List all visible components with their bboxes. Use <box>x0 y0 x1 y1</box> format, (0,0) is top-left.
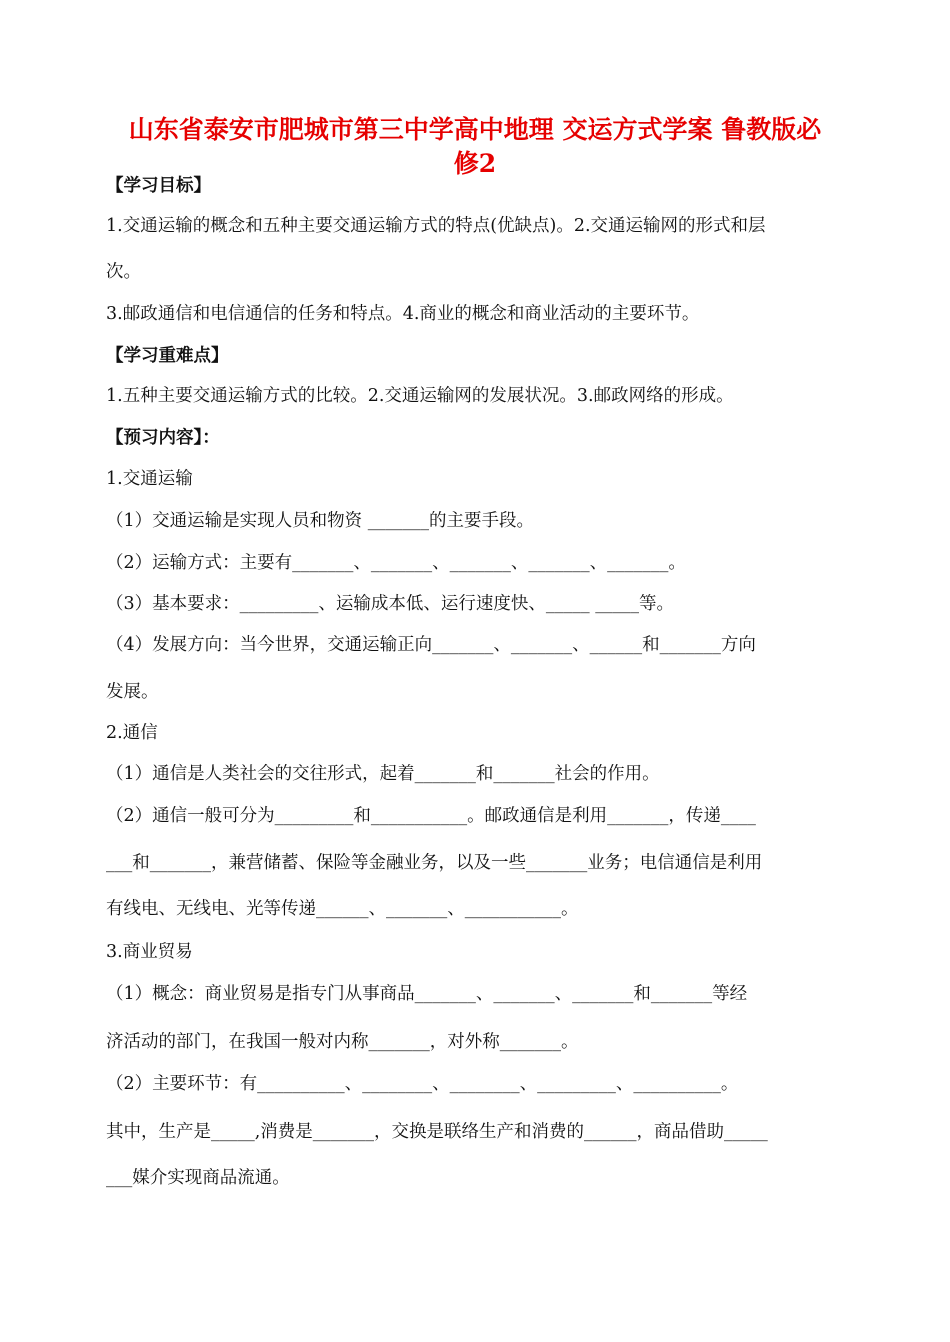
paragraph-line: 1.交通运输的概念和五种主要交通运输方式的特点(优缺点)。2.交通运输网的形式和层 <box>106 216 766 236</box>
fill-in-line: （2）主要环节：有__________、________、________、_________、__________。 <box>106 1074 739 1094</box>
fill-in-line: （1）交通运输是实现人员和物资 _______的主要手段。 <box>106 511 534 531</box>
subsection-heading: 3.商业贸易 <box>106 942 193 962</box>
paragraph-line: 3.邮政通信和电信通信的任务和特点。4.商业的概念和商业活动的主要环节。 <box>106 304 700 324</box>
fill-in-line: 其中，生产是_____,消费是_______，交换是联络生产和消费的______，商品借助_____ <box>106 1122 768 1142</box>
fill-in-line: 发展。 <box>106 682 159 702</box>
section-heading-key-points: 【学习重难点】 <box>106 346 229 366</box>
document-title-line-1: 山东省泰安市肥城市第三中学高中地理 交运方式学案 鲁教版必 <box>128 115 822 144</box>
fill-in-line: （1）概念：商业贸易是指专门从事商品_______、_______、_______和_______等经 <box>106 984 748 1004</box>
fill-in-line: 有线电、无线电、光等传递______、_______、___________。 <box>106 899 579 919</box>
subsection-heading: 2.通信 <box>106 723 158 743</box>
section-heading-objectives: 【学习目标】 <box>106 176 211 196</box>
paragraph-line: 次。 <box>106 262 141 282</box>
fill-in-line: （2）通信一般可分为_________和___________。邮政通信是利用_______，传递____ <box>106 806 756 826</box>
fill-in-line: 济活动的部门，在我国一般对内称_______，对外称_______。 <box>106 1032 579 1052</box>
fill-in-line: （2）运输方式：主要有_______、_______、_______、_______、_______。 <box>106 553 686 573</box>
paragraph-line: 1.五种主要交通运输方式的比较。2.交通运输网的发展状况。3.邮政网络的形成。 <box>106 386 734 406</box>
document-title-line-2: 修2 <box>453 149 497 178</box>
fill-in-line: （1）通信是人类社会的交往形式，起着_______和_______社会的作用。 <box>106 764 660 784</box>
fill-in-line: （4）发展方向：当今世界，交通运输正向_______、_______、______和_______方向 <box>106 635 756 655</box>
fill-in-line: ___媒介实现商品流通。 <box>106 1168 290 1188</box>
section-heading-preview: 【预习内容】： <box>106 428 220 448</box>
fill-in-line: ___和_______，兼营储蓄、保险等金融业务，以及一些_______业务；电信通信是利用 <box>106 853 763 873</box>
subsection-heading: 1.交通运输 <box>106 469 193 489</box>
fill-in-line: （3）基本要求：_________、运输成本低、运行速度快、_____ _____等。 <box>106 594 674 614</box>
